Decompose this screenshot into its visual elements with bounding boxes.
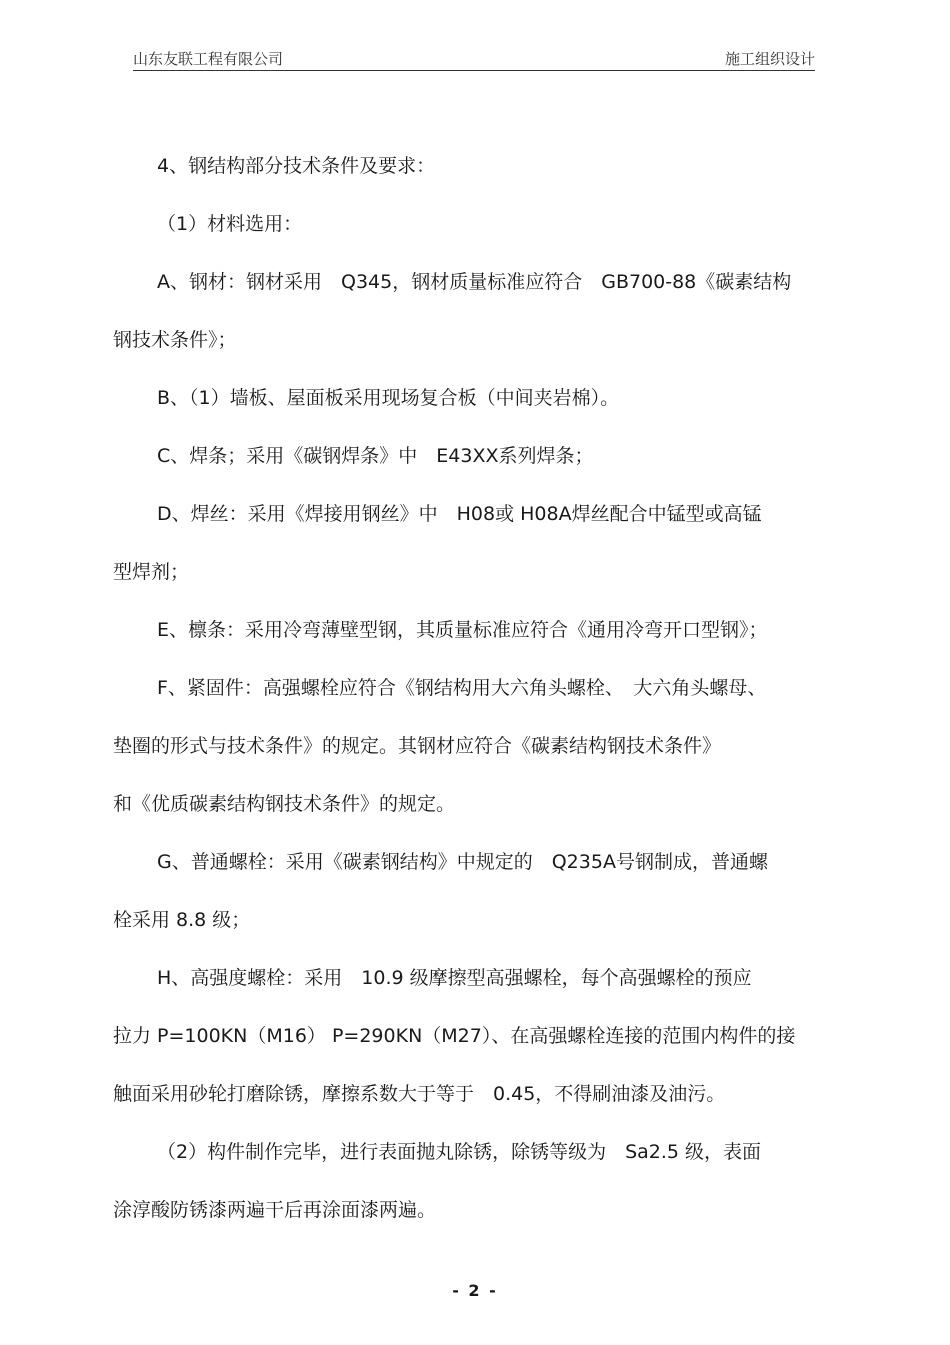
paragraph-line: 型焊剂； [113, 561, 190, 583]
page-header [133, 48, 815, 71]
paragraph-line: 触面采用砂轮打磨除锈，摩擦系数大于等于 0.45，不得刷油漆及油污。 [113, 1083, 726, 1105]
paragraph-line: 拉力 P=100KN（M16） P=290KN（M27）、在高强螺栓连接的范围内构件的接 [113, 1025, 796, 1047]
paragraph-line: D、焊丝：采用《焊接用钢丝》中 H08或 H08A焊丝配合中锰型或高锰 [157, 503, 762, 525]
paragraph-line: G、普通螺栓：采用《碳素钢结构》中规定的 Q235A号钢制成，普通螺 [157, 851, 768, 873]
page-number: - 2 - [452, 1281, 498, 1300]
paragraph-line: E、檩条：采用冷弯薄壁型钢，其质量标准应符合《通用冷弯开口型钢》； [157, 619, 768, 641]
paragraph-line: （2）构件制作完毕，进行表面抛丸除锈，除锈等级为 Sa2.5 级，表面 [157, 1141, 762, 1163]
paragraph-line: 涂淳酸防锈漆两遍干后再涂面漆两遍。 [113, 1199, 437, 1221]
section-heading: 4、钢结构部分技术条件及要求： [157, 155, 436, 177]
paragraph-line: 栓采用 8.8 级； [113, 909, 251, 931]
subsection-heading: （1）材料选用： [157, 213, 303, 235]
paragraph-line: B、（1）墙板、屋面板采用现场复合板（中间夹岩棉）。 [157, 387, 620, 409]
document-title: 施工组织设计 [724, 50, 815, 68]
paragraph-line: F、紧固件：高强螺栓应符合《钢结构用大六角头螺栓、 大六角头螺母、 [157, 677, 767, 699]
paragraph-line: 钢技术条件》； [113, 329, 237, 351]
company-name: 山东友联工程有限公司 [133, 50, 284, 68]
paragraph-line: 垫圈的形式与技术条件》的规定。其钢材应符合《碳素结构钢技术条件》 [113, 735, 722, 757]
paragraph-line: A、钢材：钢材采用 Q345，钢材质量标准应符合 GB700-88《碳素结构 [157, 271, 792, 293]
paragraph-line: C、焊条；采用《碳钢焊条》中 E43XX系列焊条； [157, 445, 594, 467]
paragraph-line: H、高强度螺栓：采用 10.9 级摩擦型高强螺栓，每个高强螺栓的预应 [157, 967, 752, 989]
paragraph-line: 和《优质碳素结构钢技术条件》的规定。 [113, 793, 456, 815]
